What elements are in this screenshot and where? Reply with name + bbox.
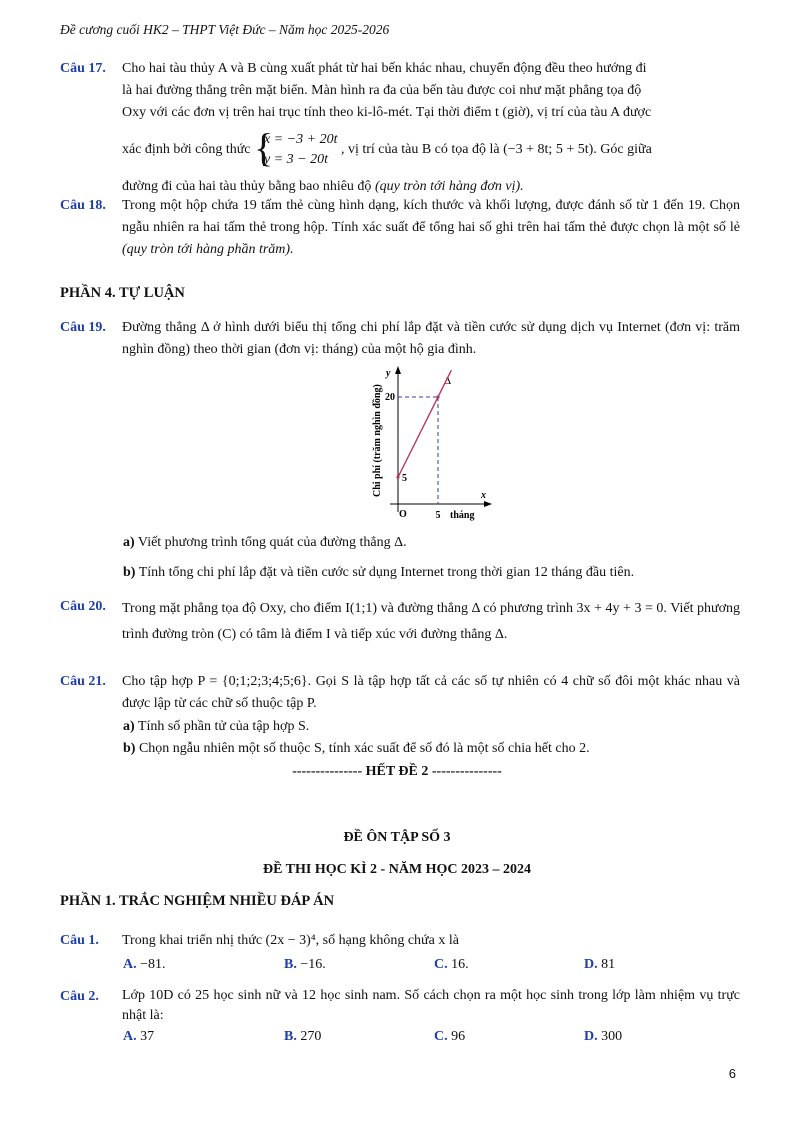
question-number: Câu 1. <box>60 933 99 948</box>
cost-graph <box>360 362 500 527</box>
exam-title: ĐỀ ÔN TẬP SỐ 3 <box>343 830 451 845</box>
question-text-line: Oxy với các đơn vị trên hai trục tính theo ki-lô-mét. Tại thời điểm t (giờ), vị trí của tàu A được <box>122 105 652 120</box>
subquestion-label: b) <box>123 565 136 580</box>
section-title: PHẦN 1. TRẮC NGHIỆM NHIỀU ĐÁP ÁN <box>60 893 335 909</box>
question-number: Câu 21. <box>60 674 106 689</box>
question-text-line: là hai đường thẳng trên mặt biển. Màn hình ra đa của bến tàu được coi như mặt phẳng tọa độ <box>122 83 642 98</box>
question-1 <box>60 930 740 952</box>
question-number: Câu 2. <box>60 989 99 1004</box>
page-header: Đề cương cuối HK2 – THPT Việt Đức – Năm học 2025-2026 <box>60 22 390 37</box>
option-b: B. −16. <box>284 957 326 972</box>
question-note: (quy tròn tới hàng phần trăm). <box>122 242 294 257</box>
x-axis-arrow-icon <box>484 501 492 507</box>
data-point <box>396 476 399 479</box>
equation-system <box>254 125 338 170</box>
question-text-line: xác định bởi công thức <box>122 142 251 158</box>
question-number: Câu 20. <box>60 599 106 614</box>
subquestion-text: Tính tổng chi phí lắp đặt và tiền cước sử dụng Internet trong thời gian 12 tháng đầu tiên. <box>138 565 635 580</box>
question-2 <box>60 986 740 1026</box>
question-18 <box>60 195 740 261</box>
subquestion-text: Chọn ngẫu nhiên một số thuộc S, tính xác suất để số đó là một số chia hết cho 2. <box>138 741 590 756</box>
option-c: C. 16. <box>434 957 469 972</box>
line-delta-label: Δ <box>444 375 452 387</box>
subquestion-text: Viết phương trình tổng quát của đường thẳng Δ. <box>137 535 407 550</box>
question-19 <box>60 317 740 361</box>
subquestion-label: a) <box>123 719 135 734</box>
option-a: A. 37 <box>123 1029 155 1044</box>
data-point <box>436 395 439 398</box>
subquestion-text: Tính số phần tử của tập hợp S. <box>137 719 310 734</box>
end-marker: --------------- HẾT ĐỀ 2 --------------- <box>292 764 502 779</box>
delta-line <box>398 370 451 477</box>
question-text-line: , vị trí của tàu B có tọa độ là (−3 + 8t; 5 + 5t). Góc giữa <box>340 142 652 158</box>
x-tick-5: 5 <box>435 510 441 521</box>
origin-label: O <box>399 509 407 520</box>
question-number: Câu 18. <box>60 198 106 213</box>
exam-subtitle: ĐỀ THI HỌC KÌ 2 - NĂM HỌC 2023 – 2024 <box>262 862 532 877</box>
subquestion-label: b) <box>123 741 136 756</box>
question-text: Trong mặt phẳng tọa độ Oxy, cho điểm I(1;1) và đường thẳng Δ có phương trình 3x + 4y + 3 = 0. Viết phương trình đường tròn (C) có tâm là điểm I và tiếp xúc với đường thẳng Δ. <box>122 601 740 642</box>
option-a: A. −81. <box>123 957 166 972</box>
x-axis-letter: x <box>481 490 486 501</box>
subquestion-19b <box>123 562 740 584</box>
y-tick-5: 5 <box>402 473 407 484</box>
page-number: 6 <box>728 1066 736 1081</box>
option-b: B. 270 <box>284 1029 322 1044</box>
x-unit-label: tháng <box>450 510 475 521</box>
subquestion-label: a) <box>123 535 135 550</box>
question-number: Câu 19. <box>60 320 106 335</box>
equation-line: y = 3 − 20t <box>264 152 329 167</box>
y-axis-label: Chi phí (trăm nghìn đồng) <box>372 384 383 497</box>
question-21 <box>60 671 740 715</box>
question-17 <box>60 58 740 198</box>
y-tick-20: 20 <box>385 392 395 403</box>
question-text: Lớp 10D có 25 học sinh nữ và 12 học sinh nam. Số cách chọn ra một học sinh trong lớp làm nhiệm vụ trực nhật là: <box>122 988 740 1023</box>
question-text-line: Cho hai tàu thủy A và B cùng xuất phát từ hai bến khác nhau, chuyển động đều theo hướng đi <box>122 61 647 76</box>
question-number: Câu 17. <box>60 61 106 76</box>
question-text: Đường thẳng Δ ở hình dưới biểu thị tổng chi phí lắp đặt và tiền cước sử dụng dịch vụ Internet (đơn vị: trăm nghìn đồng) theo thời gian (đơn vị: tháng) của một hộ gia đình. <box>122 320 740 357</box>
equation-line: x = −3 + 20t <box>264 132 338 147</box>
question-text: Cho tập hợp P = {0;1;2;3;4;5;6}. Gọi S là tập hợp tất cả các số tự nhiên có 4 chữ số đôi một khác nhau và được lập từ các chữ số thuộc tập P. <box>122 674 740 711</box>
question-text-line: đường đi của hai tàu thủy bằng bao nhiêu độ <box>122 179 372 194</box>
y-axis-letter: y <box>386 368 391 379</box>
y-axis-arrow-icon <box>395 366 401 374</box>
option-d: D. 300 <box>584 1029 623 1044</box>
option-d: D. 81 <box>584 957 616 972</box>
section-title: PHẦN 4. TỰ LUẬN <box>60 285 185 301</box>
subquestion-21a <box>123 716 740 738</box>
option-c: C. 96 <box>434 1029 466 1044</box>
subquestion-19a <box>123 532 740 554</box>
question-20 <box>60 596 740 648</box>
question-text: Trong một hộp chứa 19 tấm thẻ cùng hình dạng, kích thước và khối lượng, được đánh số từ 1 đến 19. Chọn ngẫu nhiên ra hai tấm thẻ trong hộp. Tính xác suất để tổng hai số ghi trên hai tấm thẻ được chọn là một số lẻ <box>122 198 740 235</box>
brace-icon: { <box>254 125 274 170</box>
question-note: (quy tròn tới hàng đơn vị). <box>374 179 524 194</box>
subquestion-21b <box>123 738 740 760</box>
question-text: Trong khai triển nhị thức (2x − 3)⁴, số hạng không chứa x là <box>122 933 459 948</box>
